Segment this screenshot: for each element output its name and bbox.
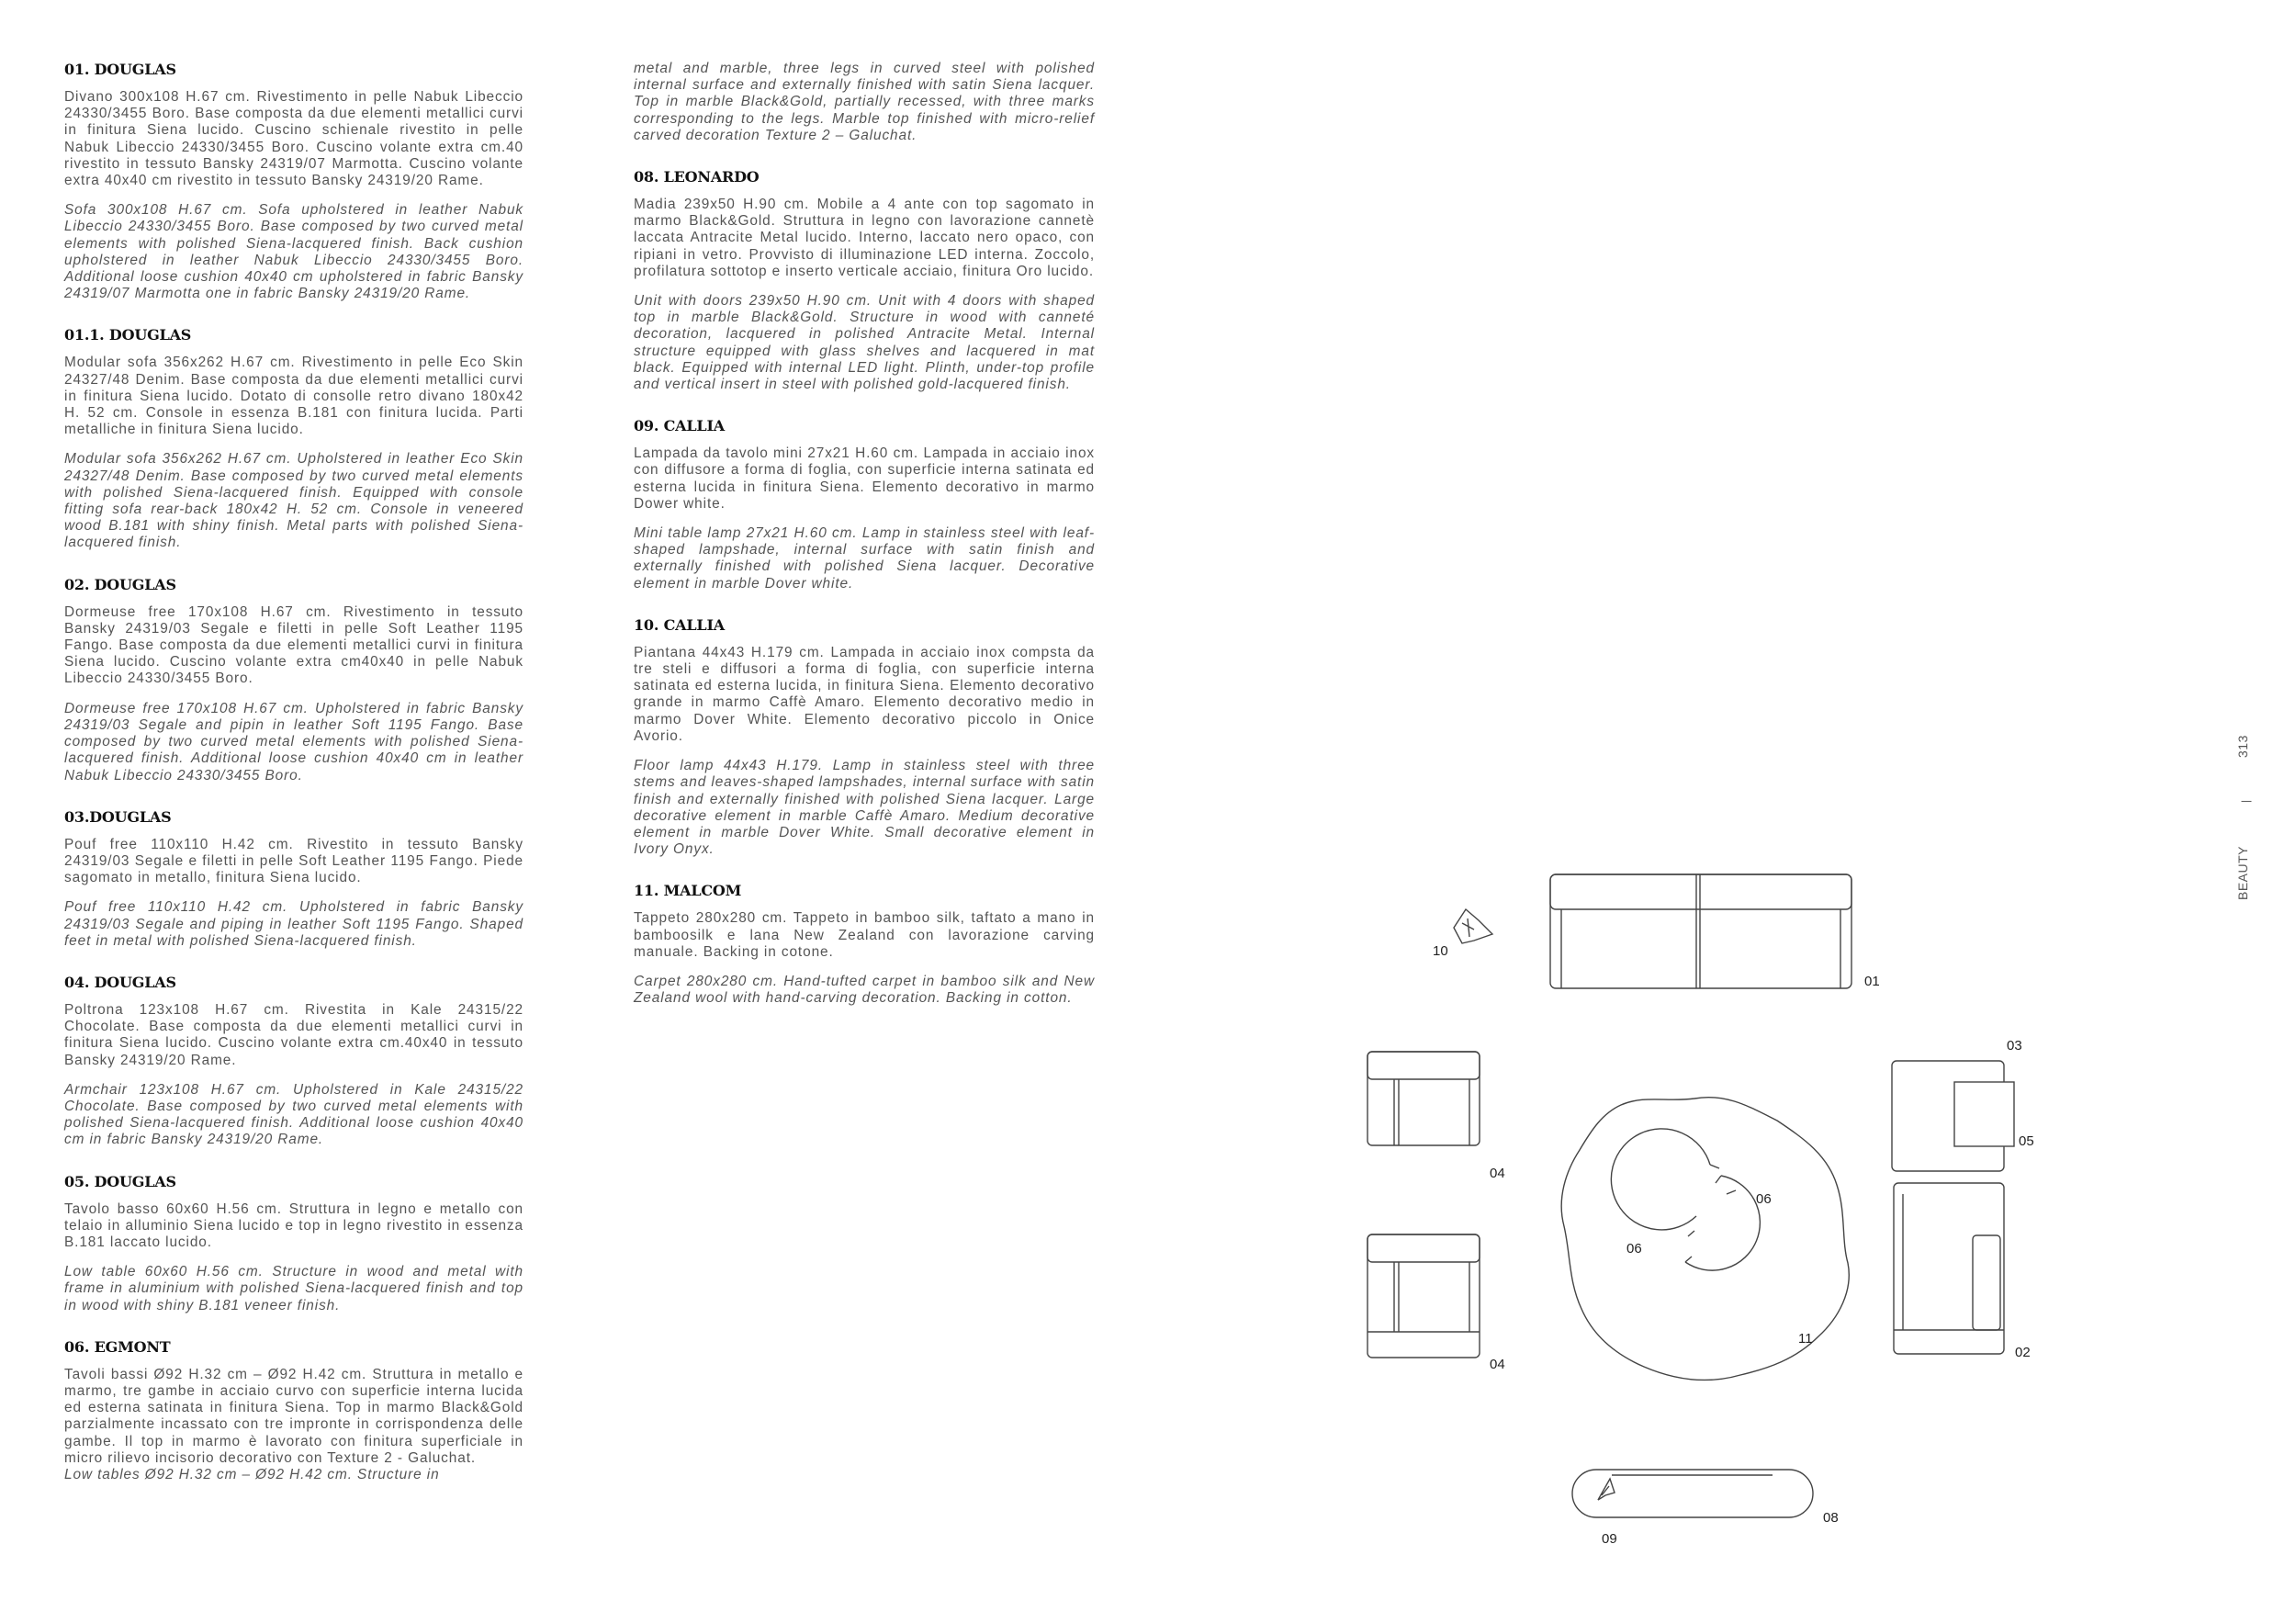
- label-03: 03: [2007, 1038, 2022, 1054]
- label-01: 01: [1864, 974, 1880, 989]
- label-06-a: 06: [1756, 1191, 1772, 1207]
- label-08: 08: [1823, 1510, 1839, 1526]
- description-italian: Piantana 44x43 H.179 cm. Lampada in acciaio inox compsta da tre steli e diffusori a forma di foglia, con superficie interna satinata ed esterna lucida, in finitura Siena. Elemento decorativo grande in marmo Caffè Amaro. Elemento decorativo medio in marmo Dover White. Elemento decorativo piccolo in Onice Avorio.: [634, 644, 1095, 744]
- label-05: 05: [2019, 1133, 2034, 1149]
- label-09: 09: [1602, 1531, 1617, 1547]
- entry-title: 11. MALCOM: [634, 882, 742, 900]
- low-table-05-plan: [1954, 1082, 2014, 1146]
- sofa-01-plan: [1550, 874, 1851, 988]
- sidebar-separator: |: [2239, 799, 2252, 803]
- description-english: Armchair 123x108 H.67 cm. Upholstered in Kale 24315/22 Chocolate. Base composed by two curved metal elements with polished Siena-lacquered finish. Additional loose cushion 40x40 cm in fabric Bansky 24319/20 Rame.: [64, 1081, 523, 1148]
- unit-08-plan: [1572, 1470, 1813, 1517]
- table-lamp-09-plan: [1598, 1479, 1615, 1500]
- label-11: 11: [1798, 1331, 1813, 1347]
- description-english: Mini table lamp 27x21 H.60 cm. Lamp in stainless steel with leaf-shaped lampshade, internal surface with satin finish and externally finished with polished Siena lacquer. Decorative element in marble Dover white.: [634, 525, 1095, 592]
- label-02: 02: [2015, 1345, 2031, 1360]
- plan-labels: [1433, 943, 2034, 1547]
- entry-title: 06. EGMONT: [64, 1337, 171, 1356]
- description-english: Sofa 300x108 H.67 cm. Sofa upholstered in leather Nabuk Libeccio 24330/3455 Boro. Base composed by two curved metal elements with polished Siena-lacquered finish. Back cushion upholstered in leather Nabuk Libeccio 24330/3455 Boro. Additional loose cushion 40x40 cm upholstered in fabric Bansky 24319/07 Marmotta one in fabric Bansky 24319/20 Rame.: [64, 202, 523, 302]
- description-italian: Modular sofa 356x262 H.67 cm. Rivestimento in pelle Eco Skin 24327/48 Denim. Base composta da due elementi metallici curvi in finitura Siena lucido. Dotato di consolle retro divano 180x42 H. 52 cm. Console in essenza B.181 con finitura lucida. Parti metalliche in finitura Siena lucido.: [64, 355, 523, 438]
- entry-title: 03.DOUGLAS: [64, 807, 172, 826]
- low-table-06-b-plan: [1685, 1176, 1760, 1270]
- description-italian: Dormeuse free 170x108 H.67 cm. Rivestimento in tessuto Bansky 24319/03 Segale e filetti in pelle Soft Leather 1195 Fango. Base composta da due elementi metallici curvi in finitura Siena lucido. Cuscino volante extra cm40x40 in pelle Nabuk Libeccio 24330/3455 Boro.: [64, 603, 523, 687]
- description-english: Low table 60x60 H.56 cm. Structure in wood and metal with frame in aluminium with polished Siena-lacquered finish and top in wood with shiny B.181 veneer finish.: [64, 1264, 523, 1313]
- entry-title: 01. DOUGLAS: [64, 61, 176, 78]
- section-label: BEAUTY: [2235, 845, 2250, 900]
- armchair-04-top-plan: [1367, 1052, 1480, 1145]
- label-04-top: 04: [1490, 1166, 1505, 1181]
- page-number: 313: [2235, 735, 2250, 758]
- description-italian: Tavolo basso 60x60 H.56 cm. Struttura in legno e metallo con telaio in alluminio Siena lucido e top in legno rivestito in essenza B.181 laccato lucido.: [64, 1200, 523, 1250]
- entry-title: 04. DOUGLAS: [64, 973, 176, 991]
- entry-title: 01.1. DOUGLAS: [64, 326, 192, 344]
- description-italian: Divano 300x108 H.67 cm. Rivestimento in pelle Nabuk Libeccio 24330/3455 Boro. Base composta da due elementi metallici curvi in finitura Siena lucido. Cuscino schienale rivestito in pelle Nabuk Libeccio 24330/3455 Boro. Cuscino volante extra cm.40 rivestito in tessuto Bansky 24319/07 Marmotta. Cuscino volante extra 40x40 cm rivestito in tessuto Bansky 24319/20 Rame.: [64, 89, 523, 189]
- description-english: Dormeuse free 170x108 H.67 cm. Upholstered in fabric Bansky 24319/03 Segale and pipin in leather Soft 1195 Fango. Base composed by two curved metal elements with polished Siena-lacquered finish. Additional loose cushion 40x40 cm in leather Nabuk Libeccio 24330/3455 Boro.: [64, 700, 523, 783]
- label-04-bottom: 04: [1490, 1357, 1505, 1372]
- description-italian: Madia 239x50 H.90 cm. Mobile a 4 ante con top sagomato in marmo Black&Gold. Struttura in legno con lavorazione cannetè laccata Antracite Metal lucido. Interno, laccato nero opaco, con ripiani in vetro. Provvisto di illuminazione LED interna. Zoccolo, profilatura sottotop e inserto verticale acciaio, finitura Oro lucido.: [634, 197, 1095, 279]
- entry-title: 08. LEONARDO: [634, 168, 760, 186]
- armchair-04-bottom-plan: [1367, 1234, 1480, 1358]
- entry-title: 05. DOUGLAS: [64, 1172, 176, 1190]
- low-table-06-a-plan: [1611, 1129, 1719, 1236]
- description-english: Low tables Ø92 H.32 cm – Ø92 H.42 cm. Structure in: [64, 1466, 440, 1482]
- description-english: Carpet 280x280 cm. Hand-tufted carpet in bamboo silk and New Zealand wool with hand-carving decoration. Backing in cotton.: [634, 973, 1095, 1007]
- description-italian: Tappeto 280x280 cm. Tappeto in bamboo silk, taftato a mano in bamboosilk e lana New Zealand con lavorazione carving manuale. Backing in cotone.: [634, 910, 1095, 960]
- label-06-b: 06: [1626, 1241, 1642, 1257]
- label-10: 10: [1433, 943, 1448, 959]
- description-english-continued: metal and marble, three legs in curved steel with polished internal surface and externally finished with satin Siena lacquer. Top in marble Black&Gold, partially recessed, with three marks corresponding to the legs. Marble top finished with micro-relief carved decoration Texture 2 – Galuchat.: [634, 61, 1095, 143]
- dormeuse-02-plan: [1894, 1183, 2004, 1354]
- entry-title: 02. DOUGLAS: [64, 575, 176, 593]
- floor-lamp-10-plan: [1454, 909, 1492, 943]
- description-english: Modular sofa 356x262 H.67 cm. Upholstered in leather Eco Skin 24327/48 Denim. Base composed by two curved metal elements with polished Siena-lacquered finish. Equipped with console fitting sofa rear-back 180x42 H. 52 cm. Console in veneered wood B.181 with shiny finish. Metal parts with polished Siena-lacquered finish.: [64, 451, 523, 551]
- description-english: Unit with doors 239x50 H.90 cm. Unit with 4 doors with shaped top in marble Black&Gold. Structure in wood with canneté decoration, lacquered in polished Antracite Metal. Internal structure equipped with glass shelves and lacquered in mat black. Equipped with internal LED light. Plinth, under-top profile and vertical insert in steel with polished gold-lacquered finish.: [634, 293, 1095, 393]
- description-english: Floor lamp 44x43 H.179. Lamp in stainless steel with three stems and leaves-shaped lampshades, internal surface with satin finish and externally finished with polished Siena lacquer. Large decorative element in marble Caffè Amaro. Medium decorative element in marble Dover White. Small decorative element in Ivory Onyx.: [634, 758, 1095, 858]
- description-english: Pouf free 110x110 H.42 cm. Upholstered in fabric Bansky 24319/03 Segale and piping in leather Soft 1195 Fango. Shaped feet in metal with polished Siena-lacquered finish.: [64, 899, 523, 949]
- entry-title: 09. CALLIA: [634, 417, 725, 435]
- description-italian: Pouf free 110x110 H.42 cm. Rivestito in tessuto Bansky 24319/03 Segale e filetti in pelle Soft Leather 1195 Fango. Piede sagomato in metallo, finitura Siena lucido.: [64, 836, 523, 886]
- entry-title: 10. CALLIA: [634, 615, 725, 634]
- description-italian: Tavoli bassi Ø92 H.32 cm – Ø92 H.42 cm. Struttura in metallo e marmo, tre gambe in acciaio curvo con superficie interna lucida ed esterna satinata in finitura Siena. Top in marmo Black&Gold parzialmente incassato con tre impronte in corrispondenza delle gambe. Il top in marmo è lavorato con finitura superficiale in micro rilievo incisorio decorativo con Texture 2 - Galuchat.: [64, 1366, 523, 1466]
- description-italian: Poltrona 123x108 H.67 cm. Rivestita in Kale 24315/22 Chocolate. Base composta da due elementi metallici curvi in finitura Siena lucido. Cuscino volante extra cm.40x40 in tessuto Bansky 24319/20 Rame.: [64, 1001, 523, 1068]
- description-italian: Lampada da tavolo mini 27x21 H.60 cm. Lampada in acciaio inox con diffusore a forma di foglia, con superficie interna satinata ed esterna lucida in finitura Siena. Elemento decorativo in marmo Dower white.: [634, 445, 1095, 512]
